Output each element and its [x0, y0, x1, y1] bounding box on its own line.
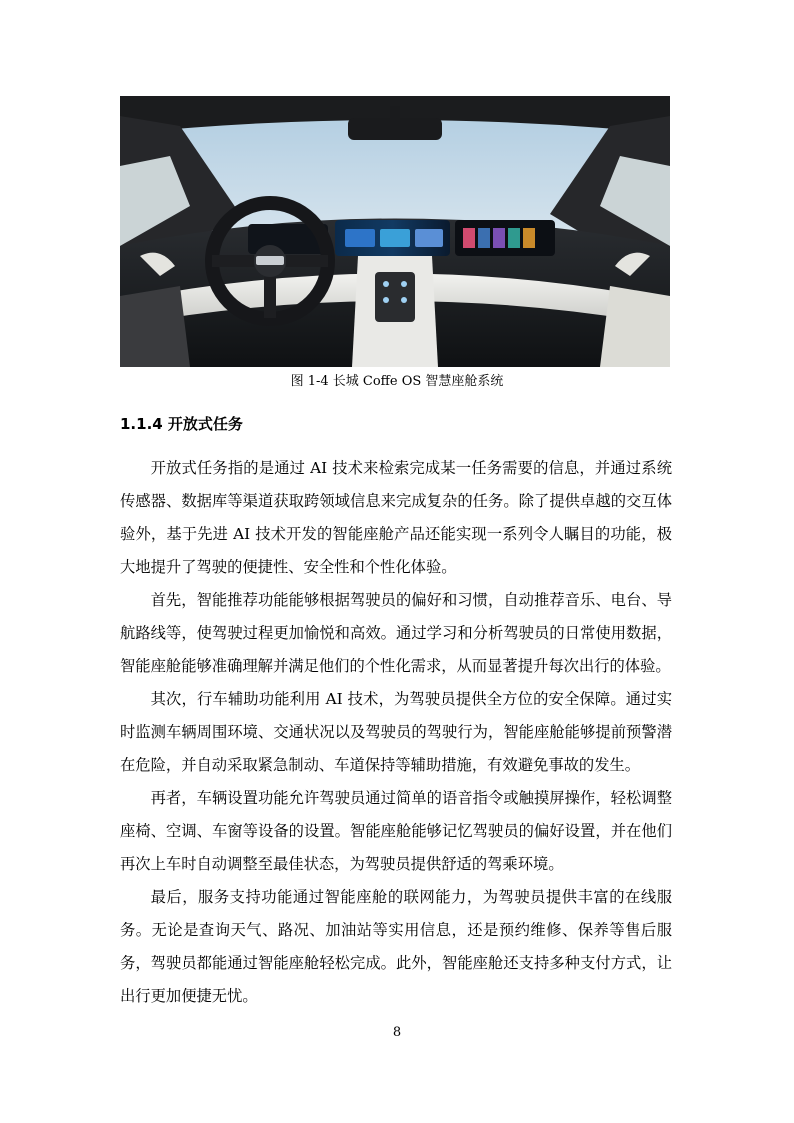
body-text — [120, 452, 672, 1013]
paragraph: 最后，服务支持功能通过智能座舱的联网能力，为驾驶员提供丰富的在线服务。无论是查询天气、路况、加油站等实用信息，还是预约维修、保养等售后服务，驾驶员都能通过智能座舱轻松完成。此外，智能座舱还支持多种支付方式，让出行更加便捷无忧。 — [120, 888, 672, 1005]
cockpit-illustration — [120, 96, 670, 367]
section-title: 1.1.4 开放式任务 — [120, 415, 243, 433]
paragraph: 其次，行车辅助功能利用 AI 技术，为驾驶员提供全方位的安全保障。通过实时监测车辆周围环境、交通状况以及驾驶员的驾驶行为，智能座舱能够提前预警潜在危险，并自动采取紧急制动、车道保持等辅助措施，有效避免事故的发生。 — [120, 690, 672, 774]
figure-caption: 图 1-4 长城 Coffe OS 智慧座舱系统 — [290, 374, 504, 389]
paragraph: 再者，车辆设置功能允许驾驶员通过简单的语音指令或触摸屏操作，轻松调整座椅、空调、车窗等设备的设置。智能座舱能够记忆驾驶员的偏好设置，并在他们再次上车时自动调整至最佳状态，为驾驶员提供舒适的驾乘环境。 — [120, 789, 672, 873]
paragraph: 首先，智能推荐功能能够根据驾驶员的偏好和习惯，自动推荐音乐、电台、导航路线等，使驾驶过程更加愉悦和高效。通过学习和分析驾驶员的日常使用数据，智能座舱能够准确理解并满足他们的个性化需求，从而显著提升每次出行的体验。 — [120, 591, 672, 675]
page-number: 8 — [392, 1025, 402, 1040]
paragraph: 开放式任务指的是通过 AI 技术来检索完成某一任务需要的信息，并通过系统传感器、数据库等渠道获取跨领域信息来完成复杂的任务。除了提供卓越的交互体验外，基于先进 AI 技术开发的智能座舱产品还能实现一系列令人瞩目的功能，极大地提升了驾驶的便捷性、安全性和个性化体验。 — [120, 459, 672, 576]
cockpit-photo — [120, 96, 670, 367]
